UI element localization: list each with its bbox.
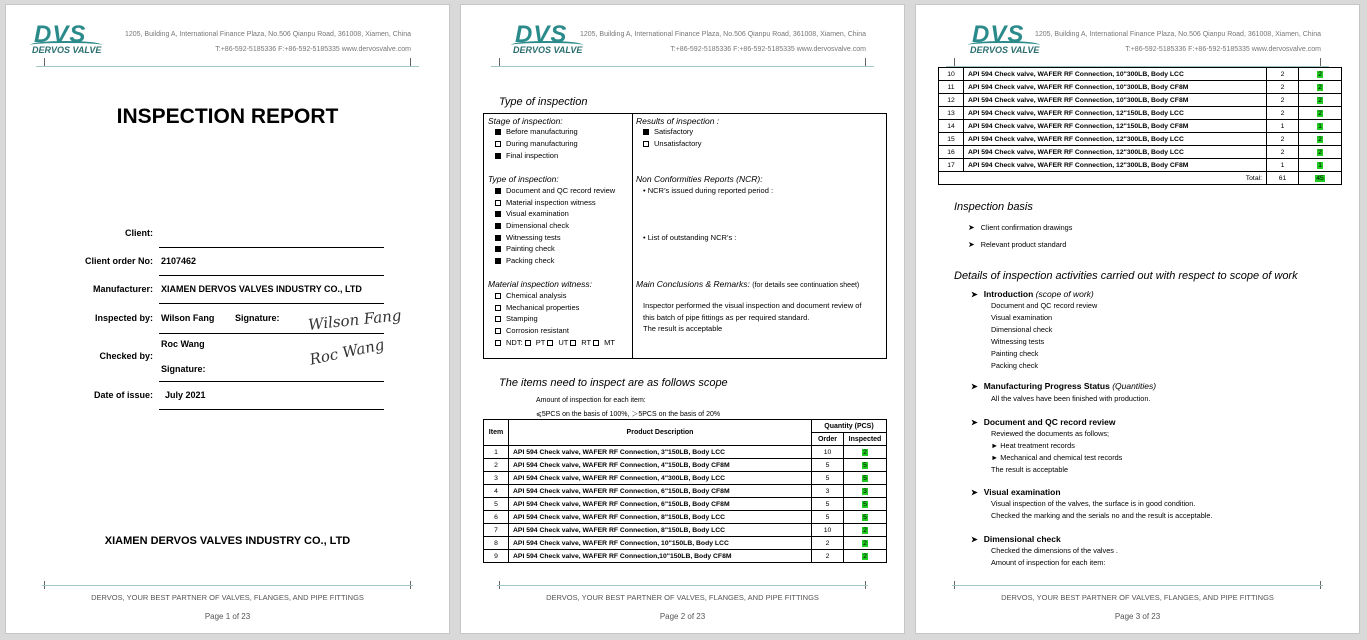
total-order: 61 — [1267, 172, 1299, 185]
ncr-outstanding: • List of outstanding NCR’s : — [643, 233, 737, 242]
table-row — [484, 524, 887, 537]
product-description-cell: API 594 Check valve, WAFER RF Connection, 4"300LB, Body LCC — [509, 472, 812, 485]
checker-signature: Roc Wang — [307, 335, 386, 369]
crop-mark — [491, 58, 500, 66]
header-rule — [36, 66, 419, 67]
material-item: Corrosion resistant — [495, 325, 569, 337]
checked-box-icon — [495, 246, 501, 252]
item-number-cell: 8 — [484, 537, 509, 550]
inspected-qty-highlight: 1 — [1318, 161, 1322, 169]
inspected-qty-highlight: 5 — [863, 500, 867, 508]
date-of-issue-value: July 2021 — [165, 390, 206, 400]
inspected-qty-highlight: 3 — [863, 487, 867, 495]
ncr-heading: Non Conformities Reports (NCR): — [636, 174, 763, 184]
table-row — [939, 159, 1342, 172]
inspection-summary-box — [483, 113, 887, 359]
table-row — [939, 94, 1342, 107]
checked-box-icon — [495, 258, 501, 264]
product-description-cell: API 594 Check valve, WAFER RF Connection, 8"150LB, Body LCC — [509, 524, 812, 537]
unchecked-box-icon — [495, 305, 501, 311]
product-description-cell: API 594 Check valve, WAFER RF Connection, 12"150LB, Body CF8M — [964, 120, 1267, 133]
item-number-cell: 17 — [939, 159, 964, 172]
unchecked-box-icon — [495, 328, 501, 334]
intro-list: Document and QC record review Visual examination Dimensional check Witnessing tests Painting check Packing check — [991, 301, 1098, 370]
inspected-qty-cell — [1299, 120, 1342, 133]
company-logo — [509, 21, 589, 59]
document-review-heading: ➤ Document and QC record review — [971, 417, 1116, 427]
manufacturing-heading: ➤ Manufacturing Progress Status (Quantities) — [971, 381, 1157, 391]
crop-mark — [865, 58, 874, 66]
table-row — [484, 446, 887, 459]
table-row — [484, 459, 887, 472]
unchecked-box-icon — [593, 340, 599, 346]
order-qty-cell: 2 — [1267, 68, 1299, 81]
stage-item: During manufacturing — [495, 138, 578, 150]
manufacturer-value: XIAMEN DERVOS VALVES INDUSTRY CO., LTD — [161, 284, 362, 294]
product-description-cell: API 594 Check valve, WAFER RF Connection, 12"150LB, Body LCC — [964, 107, 1267, 120]
item-number-cell: 13 — [939, 107, 964, 120]
table-row — [484, 472, 887, 485]
order-qty-cell: 5 — [812, 459, 844, 472]
header-address-block — [580, 27, 866, 57]
inspected-qty-highlight: 5 — [863, 513, 867, 521]
item-number-cell: 2 — [484, 459, 509, 472]
checked-box-icon — [643, 129, 649, 135]
small-arrow-icon: ► — [991, 441, 1001, 450]
table-row — [484, 537, 887, 550]
unchecked-box-icon — [525, 340, 531, 346]
field-underline — [159, 333, 384, 334]
inspected-qty-highlight: 2 — [863, 539, 867, 547]
logo-mark: DVS — [34, 21, 87, 48]
inspected-qty-cell — [844, 498, 887, 511]
header-address-block — [125, 27, 411, 57]
conclusion-line: Inspector performed the visual inspection and document review of — [643, 301, 862, 310]
inspected-qty-cell — [844, 485, 887, 498]
inspected-qty-cell — [844, 524, 887, 537]
order-qty-cell: 10 — [812, 446, 844, 459]
inspected-qty-cell — [844, 472, 887, 485]
inspected-qty-highlight: 2 — [863, 552, 867, 560]
footer-rule — [42, 585, 413, 586]
inspected-qty-highlight: 5 — [863, 461, 867, 469]
inspected-qty-cell — [844, 537, 887, 550]
inspected-qty-cell — [844, 459, 887, 472]
checked-by-label: Checked by: — [99, 351, 153, 361]
th-description: Product Description — [509, 420, 812, 446]
amount-note: Amount of inspection for each item: — [536, 397, 646, 404]
type-item: Packing check — [495, 255, 554, 267]
inspected-by-label: Inspected by: — [94, 313, 153, 323]
order-qty-cell: 5 — [812, 472, 844, 485]
table-row — [939, 107, 1342, 120]
header-rule — [491, 66, 874, 67]
header-address: 1205, Building A, International Finance Plaza, No.506 Qianpu Road, 361008, Xiamen, China — [124, 31, 411, 38]
product-description-cell: API 594 Check valve, WAFER RF Connection, 3"150LB, Body LCC — [509, 446, 812, 459]
order-qty-cell: 1 — [1267, 159, 1299, 172]
type-item: Visual examination — [495, 208, 569, 220]
checked-box-icon — [495, 129, 501, 135]
details-title: Details of inspection activities carried out with respect to scope of work — [954, 270, 1298, 282]
field-underline — [159, 247, 384, 248]
footer-tagline: DERVOS, YOUR BEST PARTNER OF VALVES, FLANGES, AND PIPE FITTINGS — [546, 593, 819, 602]
order-qty-cell: 2 — [1267, 146, 1299, 159]
footer-tagline: DERVOS, YOUR BEST PARTNER OF VALVES, FLANGES, AND PIPE FITTINGS — [1001, 593, 1274, 602]
logo-mark: DVS — [972, 21, 1025, 48]
inspector-signature: Wilson Fang — [307, 306, 403, 334]
logo-mark: DVS — [515, 21, 568, 48]
total-inspected-cell — [1299, 172, 1342, 185]
inspected-qty-cell — [1299, 94, 1342, 107]
table-row — [939, 120, 1342, 133]
product-description-cell: API 594 Check valve, WAFER RF Connection, 10"300LB, Body CF8M — [964, 81, 1267, 94]
inspected-by-value: Wilson Fang — [161, 313, 215, 323]
report-page-1 — [5, 4, 450, 634]
client-label: Client: — [125, 228, 153, 238]
header-contact: T:+86-592-5185336 F:+86-592-5185335 www.dervosvalve.com — [215, 46, 411, 53]
table-row — [484, 511, 887, 524]
company-name: XIAMEN DERVOS VALVES INDUSTRY CO., LTD — [104, 535, 351, 547]
product-description-cell: API 594 Check valve, WAFER RF Connection, 6"150LB, Body CF8M — [509, 498, 812, 511]
product-description-cell: API 594 Check valve, WAFER RF Connection, 4"150LB, Body CF8M — [509, 459, 812, 472]
order-qty-cell: 1 — [1267, 120, 1299, 133]
checked-box-icon — [495, 235, 501, 241]
result-item: Unsatisfactory — [643, 138, 702, 150]
checked-box-icon — [495, 153, 501, 159]
inspected-qty-cell — [844, 511, 887, 524]
dimensional-text: Checked the dimensions of the valves . Amount of inspection for each item: — [991, 546, 1118, 567]
bullet-icon: • — [643, 233, 648, 242]
inspected-qty-highlight: 5 — [863, 474, 867, 482]
checked-signature-label: Signature: — [161, 364, 206, 374]
inspected-qty-cell — [844, 446, 887, 459]
report-page-3 — [915, 4, 1360, 634]
order-qty-cell: 2 — [812, 550, 844, 563]
inspected-qty-highlight: 2 — [1318, 109, 1322, 117]
header-contact: T:+86-592-5185336 F:+86-592-5185335 www.dervosvalve.com — [1125, 46, 1321, 53]
crop-mark — [410, 58, 419, 66]
material-item: Chemical analysis — [495, 290, 566, 302]
field-underline — [159, 303, 384, 304]
order-qty-cell: 10 — [812, 524, 844, 537]
visual-exam-text: Visual inspection of the valves, the surface is in good condition. Checked the marking and the serials no and the result is acceptable. — [991, 499, 1213, 520]
order-qty-cell: 2 — [1267, 94, 1299, 107]
introduction-heading: ➤ Introduction (scope of work) — [971, 289, 1094, 299]
table-row — [484, 498, 887, 511]
arrow-icon: ➤ — [968, 240, 975, 249]
footer-tagline: DERVOS, YOUR BEST PARTNER OF VALVES, FLANGES, AND PIPE FITTINGS — [91, 593, 364, 602]
product-description-cell: API 594 Check valve, WAFER RF Connection, 12"300LB, Body CF8M — [964, 159, 1267, 172]
product-description-cell: API 594 Check valve, WAFER RF Connection, 10"300LB, Body LCC — [964, 68, 1267, 81]
field-underline — [159, 275, 384, 276]
type-item: Dimensional check — [495, 220, 569, 232]
result-item: Satisfactory — [643, 126, 693, 138]
th-order: Order — [812, 433, 844, 446]
type-item: Painting check — [495, 243, 555, 255]
report-page-2 — [460, 4, 905, 634]
field-underline — [159, 381, 384, 382]
inspected-qty-highlight: 2 — [1318, 135, 1322, 143]
inspected-qty-highlight: 2 — [1318, 70, 1322, 78]
material-item: Mechanical properties — [495, 302, 579, 314]
product-description-cell: API 594 Check valve, WAFER RF Connection, 6"150LB, Body CF8M — [509, 485, 812, 498]
order-qty-cell: 5 — [812, 498, 844, 511]
th-item: Item — [484, 420, 509, 446]
unchecked-box-icon — [547, 340, 553, 346]
inspected-qty-cell — [844, 550, 887, 563]
order-qty-cell: 2 — [1267, 107, 1299, 120]
arrow-icon: ➤ — [971, 418, 978, 427]
logo-subtitle: DERVOS VALVE — [513, 45, 583, 55]
conclusion-line: The result is acceptable — [643, 324, 723, 333]
inspected-qty-highlight: 2 — [863, 526, 867, 534]
box-divider — [632, 114, 633, 358]
crop-mark — [946, 58, 955, 66]
order-qty-cell: 3 — [812, 485, 844, 498]
product-description-cell: API 594 Check valve, WAFER RF Connection, 10"150LB, Body LCC — [509, 537, 812, 550]
order-qty-cell: 2 — [1267, 133, 1299, 146]
product-description-cell: API 594 Check valve, WAFER RF Connection, 12"300LB, Body LCC — [964, 146, 1267, 159]
checked-box-icon — [495, 188, 501, 194]
total-row — [939, 172, 1342, 185]
inspected-qty-cell — [1299, 159, 1342, 172]
page-number: Page 3 of 23 — [1114, 612, 1161, 621]
material-item: Stamping — [495, 313, 538, 325]
client-order-value: 2107462 — [161, 256, 197, 266]
product-description-cell: API 594 Check valve, WAFER RF Connection, 12"300LB, Body LCC — [964, 133, 1267, 146]
table-row — [939, 81, 1342, 94]
inspected-qty-highlight: 2 — [1318, 148, 1322, 156]
inspected-qty-highlight: 2 — [1318, 83, 1322, 91]
product-description-cell: API 594 Check valve, WAFER RF Connection,10"150LB, Body CF8M — [509, 550, 812, 563]
th-quantity: Quantity (PCS) — [812, 420, 887, 433]
inspected-qty-highlight: 2 — [1318, 96, 1322, 104]
page-number: Page 2 of 23 — [659, 612, 706, 621]
item-number-cell: 1 — [484, 446, 509, 459]
footer-rule — [497, 585, 868, 586]
dimensional-heading: ➤ Dimensional check — [971, 534, 1061, 544]
company-logo — [28, 21, 108, 59]
field-underline — [159, 409, 384, 410]
stage-item: Final inspection — [495, 150, 558, 162]
table-row — [484, 485, 887, 498]
order-qty-cell: 2 — [812, 537, 844, 550]
arrow-icon: ➤ — [971, 290, 978, 299]
checked-box-icon — [495, 223, 501, 229]
item-number-cell: 16 — [939, 146, 964, 159]
crop-mark — [36, 58, 45, 66]
items-table — [483, 419, 887, 563]
table-row — [939, 133, 1342, 146]
basis-item: ➤ Relevant product standard — [968, 240, 1067, 249]
checked-by-value: Roc Wang — [161, 339, 205, 349]
type-item: Witnessing tests — [495, 232, 561, 244]
footer-rule — [952, 585, 1323, 586]
results-heading: Results of inspection : — [636, 116, 720, 126]
stage-heading: Stage of inspection: — [488, 116, 563, 126]
item-number-cell: 7 — [484, 524, 509, 537]
material-heading: Material inspection witness: — [488, 279, 592, 289]
header-address-block — [1035, 27, 1321, 57]
ncr-issued: • NCR’s issued during reported period : — [643, 186, 774, 195]
scope-title: The items need to inspect are as follows scope — [499, 377, 728, 389]
header-address: 1205, Building A, International Finance Plaza, No.506 Qianpu Road, 361008, Xiamen, China — [579, 31, 866, 38]
header-address: 1205, Building A, International Finance Plaza, No.506 Qianpu Road, 361008, Xiamen, China — [1034, 31, 1321, 38]
conclusions-heading: Main Conclusions & Remarks: (for details see continuation sheet) — [636, 279, 860, 289]
header-contact: T:+86-592-5185336 F:+86-592-5185335 www.dervosvalve.com — [670, 46, 866, 53]
th-inspected: Inspected — [844, 433, 887, 446]
conclusion-line: this batch of pipe fittings as per required standard. — [643, 313, 810, 322]
unchecked-box-icon — [495, 200, 501, 206]
table-row — [484, 550, 887, 563]
item-number-cell: 12 — [939, 94, 964, 107]
checked-box-icon — [495, 211, 501, 217]
inspected-qty-cell — [1299, 81, 1342, 94]
crop-mark — [1320, 58, 1329, 66]
type-item: Document and QC record review — [495, 185, 615, 197]
visual-exam-heading: ➤ Visual examination — [971, 487, 1061, 497]
type-of-inspection-title: Type of inspection — [499, 96, 588, 108]
logo-subtitle: DERVOS VALVE — [970, 45, 1040, 55]
small-arrow-icon: ► — [991, 453, 1001, 462]
table-row — [939, 146, 1342, 159]
type-heading: Type of inspection: — [488, 174, 559, 184]
arrow-icon: ➤ — [968, 223, 975, 232]
date-of-issue-label: Date of issue: — [93, 390, 153, 400]
unchecked-box-icon — [495, 316, 501, 322]
manufacturer-label: Manufacturer: — [92, 284, 153, 294]
amount-rule: ⩽5PCS on the basis of 100%, ＞5PCS on the basis of 20% — [536, 411, 721, 418]
inspected-qty-cell — [1299, 133, 1342, 146]
inspected-qty-cell — [1299, 68, 1342, 81]
total-inspected: 45 — [1316, 174, 1324, 182]
page-number: Page 1 of 23 — [204, 612, 251, 621]
unchecked-box-icon — [495, 293, 501, 299]
product-description-cell: API 594 Check valve, WAFER RF Connection, 8"150LB, Body LCC — [509, 511, 812, 524]
item-number-cell: 4 — [484, 485, 509, 498]
stage-item: Before manufacturing — [495, 126, 578, 138]
report-title: INSPECTION REPORT — [116, 105, 339, 128]
unchecked-box-icon — [495, 141, 501, 147]
item-number-cell: 14 — [939, 120, 964, 133]
total-label: Total: — [939, 172, 1267, 185]
item-number-cell: 6 — [484, 511, 509, 524]
unchecked-box-icon — [495, 340, 501, 346]
bullet-icon: • — [643, 186, 648, 195]
item-number-cell: 15 — [939, 133, 964, 146]
ndt-item: NDT: PT UT RT MT — [495, 337, 615, 349]
unchecked-box-icon — [570, 340, 576, 346]
inspection-basis-title: Inspection basis — [954, 201, 1033, 213]
arrow-icon: ➤ — [971, 488, 978, 497]
item-number-cell: 5 — [484, 498, 509, 511]
items-table-continued — [938, 67, 1342, 185]
item-number-cell: 3 — [484, 472, 509, 485]
inspected-qty-cell — [1299, 107, 1342, 120]
table-row — [939, 68, 1342, 81]
logo-subtitle: DERVOS VALVE — [32, 45, 102, 55]
document-review-list: Reviewed the documents as follows; ► Heat treatment records ► Mechanical and chemical test records The result is acceptable — [991, 429, 1123, 474]
order-qty-cell: 5 — [812, 511, 844, 524]
item-number-cell: 9 — [484, 550, 509, 563]
inspected-qty-cell — [1299, 146, 1342, 159]
manufacturing-text: All the valves have been finished with production. — [991, 394, 1151, 403]
order-qty-cell: 2 — [1267, 81, 1299, 94]
inspected-qty-highlight: 2 — [863, 448, 867, 456]
signature-label: Signature: — [235, 313, 280, 323]
arrow-icon: ➤ — [971, 382, 978, 391]
client-order-label: Client order No: — [84, 256, 153, 266]
product-description-cell: API 594 Check valve, WAFER RF Connection, 10"300LB, Body CF8M — [964, 94, 1267, 107]
unchecked-box-icon — [643, 141, 649, 147]
item-number-cell: 10 — [939, 68, 964, 81]
item-number-cell: 11 — [939, 81, 964, 94]
basis-item: ➤ Client confirmation drawings — [968, 223, 1073, 232]
arrow-icon: ➤ — [971, 535, 978, 544]
inspected-qty-highlight: 1 — [1318, 122, 1322, 130]
type-item: Material inspection witness — [495, 197, 596, 209]
